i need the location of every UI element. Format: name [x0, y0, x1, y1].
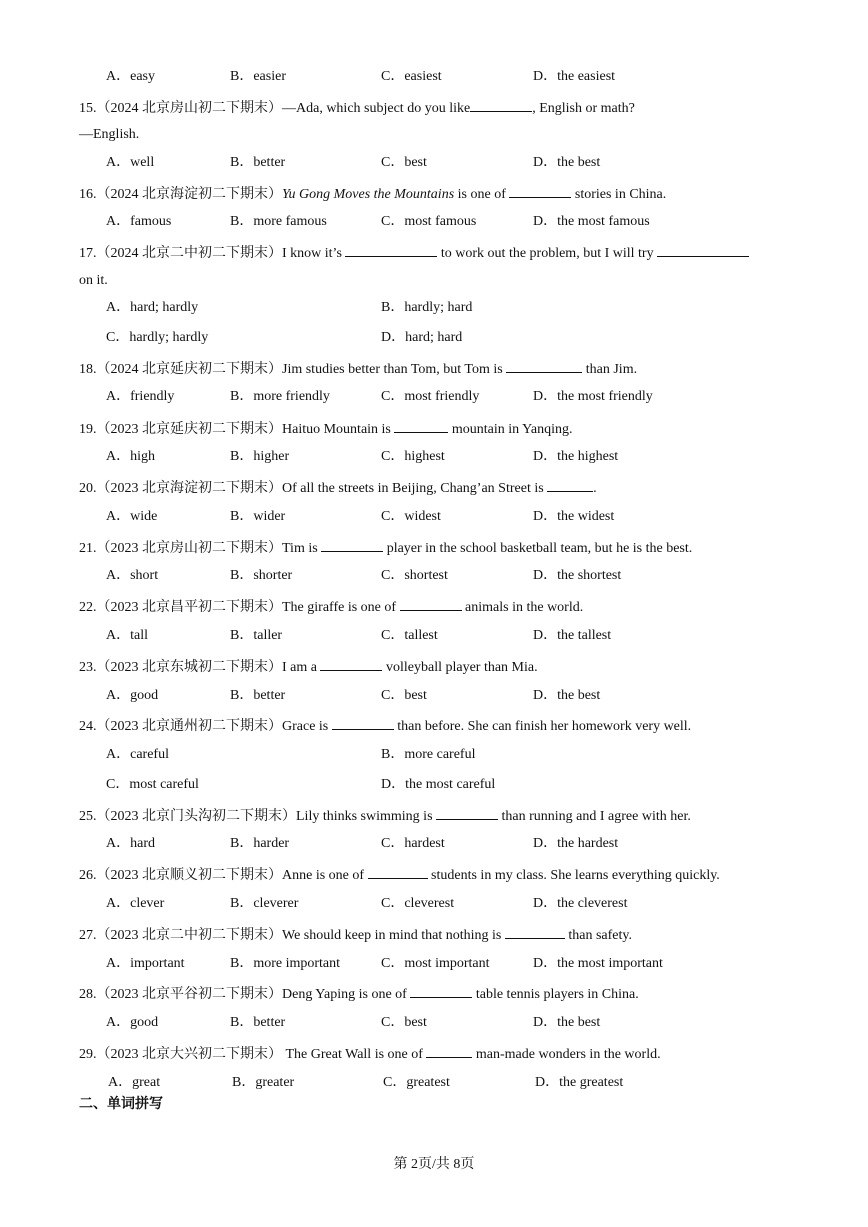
option-b: B．shorter — [230, 568, 293, 583]
question-text: to work out the problem, but I will try — [437, 246, 658, 261]
option-a: A．great — [108, 1075, 161, 1090]
option-c: C．most careful — [106, 777, 199, 792]
option-d: D．the highest — [533, 449, 619, 464]
option-c: C．best — [381, 688, 427, 703]
option-b: B．better — [230, 155, 286, 170]
options-row — [106, 507, 806, 527]
question-text: students in my class. She learns everything quickly. — [427, 868, 720, 883]
option-a: A．hard — [106, 836, 155, 851]
option-a: A．well — [106, 155, 155, 170]
answer-blank — [506, 358, 582, 373]
question-stem — [79, 418, 572, 440]
answer-blank — [547, 477, 593, 492]
question-stem — [79, 183, 666, 205]
option-c: C．greatest — [383, 1075, 450, 1090]
question-stem — [79, 1043, 661, 1065]
question-text: 18.（2024 北京延庆初二下期末）Jim studies better than Tom, but Tom is — [79, 362, 507, 377]
option-c: C．most friendly — [381, 389, 480, 404]
answer-blank — [345, 242, 437, 257]
option-c: C．most famous — [381, 214, 477, 229]
options-row — [106, 1013, 806, 1033]
option-b: B．cleverer — [230, 896, 299, 911]
option-c: C．tallest — [381, 628, 438, 643]
question-text: stories in China. — [571, 187, 667, 202]
answer-blank — [394, 418, 448, 433]
option-b: B．more careful — [381, 747, 476, 762]
question-text: 17.（2024 北京二中初二下期末）I know it’s — [79, 246, 346, 261]
options-row — [106, 775, 806, 795]
option-b: B．better — [230, 688, 286, 703]
question-stem — [79, 242, 749, 264]
option-d: D．the most friendly — [533, 389, 653, 404]
question-stem — [79, 477, 597, 499]
question-text: mountain in Yanqing. — [448, 422, 573, 437]
option-d: D．the greatest — [535, 1075, 624, 1090]
answer-blank — [505, 924, 565, 939]
options-row — [106, 745, 806, 765]
options-row — [106, 626, 806, 646]
option-a: A．good — [106, 688, 159, 703]
question-text: 26.（2023 北京顺义初二下期末）Anne is one of — [79, 868, 368, 883]
option-d: D．the best — [533, 688, 601, 703]
option-a: A．careful — [106, 747, 169, 762]
question-text: animals in the world. — [461, 600, 584, 615]
answer-blank — [470, 97, 532, 112]
option-b: B．wider — [230, 509, 286, 524]
option-a: A．good — [106, 1015, 159, 1030]
option-a: A．tall — [106, 628, 148, 643]
question-text: than before. She can finish her homework very well. — [393, 719, 692, 734]
question-stem — [79, 983, 639, 1005]
option-a: A．clever — [106, 896, 165, 911]
question-continuation: —English. — [79, 127, 140, 142]
options-row — [106, 834, 806, 854]
option-c: C．shortest — [381, 568, 448, 583]
option-c: C．easiest — [381, 69, 442, 84]
option-b: B．higher — [230, 449, 290, 464]
option-c: C．widest — [381, 509, 441, 524]
option-c: C．cleverest — [381, 896, 455, 911]
option-b: B．more friendly — [230, 389, 330, 404]
answer-blank — [368, 864, 428, 879]
question-text: man-made wonders in the world. — [472, 1047, 661, 1062]
options-row — [106, 894, 806, 914]
options-row — [106, 954, 806, 974]
question-text: is one of — [454, 187, 510, 202]
answer-blank — [426, 1043, 472, 1058]
question-stem — [79, 715, 691, 737]
question-stem — [79, 924, 632, 946]
option-a: A．friendly — [106, 389, 175, 404]
question-text: than Jim. — [582, 362, 638, 377]
book-title: Yu Gong Moves the Mountains — [282, 187, 455, 202]
option-b: B．hardly; hard — [381, 300, 473, 315]
question-text: 16.（2024 北京海淀初二下期末） — [79, 187, 282, 202]
question-text: volleyball player than Mia. — [382, 660, 538, 675]
question-stem — [79, 656, 538, 678]
option-d: D．the widest — [533, 509, 615, 524]
option-c: C．hardly; hardly — [106, 330, 209, 345]
option-b: B．harder — [230, 836, 290, 851]
option-a: A．short — [106, 568, 159, 583]
answer-blank — [509, 183, 571, 198]
question-stem — [79, 596, 583, 618]
option-b: B．better — [230, 1015, 286, 1030]
option-a: A．important — [106, 956, 185, 971]
option-d: D．hard; hard — [381, 330, 463, 345]
question-text: 20.（2023 北京海淀初二下期末）Of all the streets in Beijing, Chang’an Street is — [79, 481, 548, 496]
question-text: than running and I agree with her. — [498, 809, 691, 824]
answer-blank — [321, 537, 383, 552]
question-text: 28.（2023 北京平谷初二下期末）Deng Yaping is one of — [79, 987, 411, 1002]
answer-blank — [320, 656, 382, 671]
question-text: . — [593, 481, 597, 496]
question-stem — [79, 537, 692, 559]
page-footer: 第 2页/共 8页 — [393, 1157, 475, 1172]
option-d: D．the best — [533, 155, 601, 170]
question-stem — [79, 97, 635, 119]
question-text: 22.（2023 北京昌平初二下期末）The giraffe is one of — [79, 600, 400, 615]
options-row — [106, 67, 806, 87]
question-stem — [79, 864, 720, 886]
option-d: D．the easiest — [533, 69, 616, 84]
option-d: D．the tallest — [533, 628, 612, 643]
section-title: 二、单词拼写 — [79, 1096, 163, 1112]
options-row — [106, 298, 806, 318]
answer-blank — [410, 983, 472, 998]
option-a: A．famous — [106, 214, 172, 229]
option-a: A．wide — [106, 509, 158, 524]
question-stem — [79, 805, 691, 827]
option-c: C．best — [381, 155, 427, 170]
option-d: D．the most careful — [381, 777, 496, 792]
question-text: 23.（2023 北京东城初二下期末）I am a — [79, 660, 321, 675]
option-a: A．easy — [106, 69, 155, 84]
options-row — [106, 566, 806, 586]
option-d: D．the most famous — [533, 214, 650, 229]
option-b: B．greater — [232, 1075, 295, 1090]
question-text: 21.（2023 北京房山初二下期末）Tim is — [79, 541, 322, 556]
option-b: B．more important — [230, 956, 341, 971]
answer-blank — [400, 596, 462, 611]
option-b: B．more famous — [230, 214, 327, 229]
question-text: 24.（2023 北京通州初二下期末）Grace is — [79, 719, 332, 734]
options-row — [106, 153, 806, 173]
answer-blank — [332, 715, 394, 730]
option-b: B．easier — [230, 69, 286, 84]
question-text: 29.（2023 北京大兴初二下期末） The Great Wall is one of — [79, 1047, 427, 1062]
question-text: 27.（2023 北京二中初二下期末）We should keep in mind that nothing is — [79, 928, 505, 943]
option-c: C．best — [381, 1015, 427, 1030]
question-text: 15.（2024 北京房山初二下期末）—Ada, which subject do you like — [79, 101, 471, 116]
options-row — [108, 1073, 808, 1093]
answer-blank — [657, 242, 749, 257]
question-stem — [79, 358, 637, 380]
option-c: C．highest — [381, 449, 445, 464]
options-row — [106, 328, 806, 348]
option-a: A．high — [106, 449, 155, 464]
question-text: 19.（2023 北京延庆初二下期末）Haituo Mountain is — [79, 422, 395, 437]
option-d: D．the cleverest — [533, 896, 628, 911]
option-d: D．the hardest — [533, 836, 619, 851]
options-row — [106, 212, 806, 232]
option-d: D．the shortest — [533, 568, 622, 583]
option-b: B．taller — [230, 628, 283, 643]
option-a: A．hard; hardly — [106, 300, 199, 315]
question-text: table tennis players in China. — [472, 987, 639, 1002]
question-text: than safety. — [564, 928, 632, 943]
option-d: D．the most important — [533, 956, 663, 971]
option-d: D．the best — [533, 1015, 601, 1030]
question-text: 25.（2023 北京门头沟初二下期末）Lily thinks swimming is — [79, 809, 437, 824]
option-c: C．most important — [381, 956, 490, 971]
option-c: C．hardest — [381, 836, 445, 851]
question-text: player in the school basketball team, but he is the best. — [383, 541, 693, 556]
question-text: , English or math? — [532, 101, 635, 116]
options-row — [106, 686, 806, 706]
options-row — [106, 387, 806, 407]
question-continuation: on it. — [79, 273, 108, 288]
options-row — [106, 447, 806, 467]
answer-blank — [436, 805, 498, 820]
